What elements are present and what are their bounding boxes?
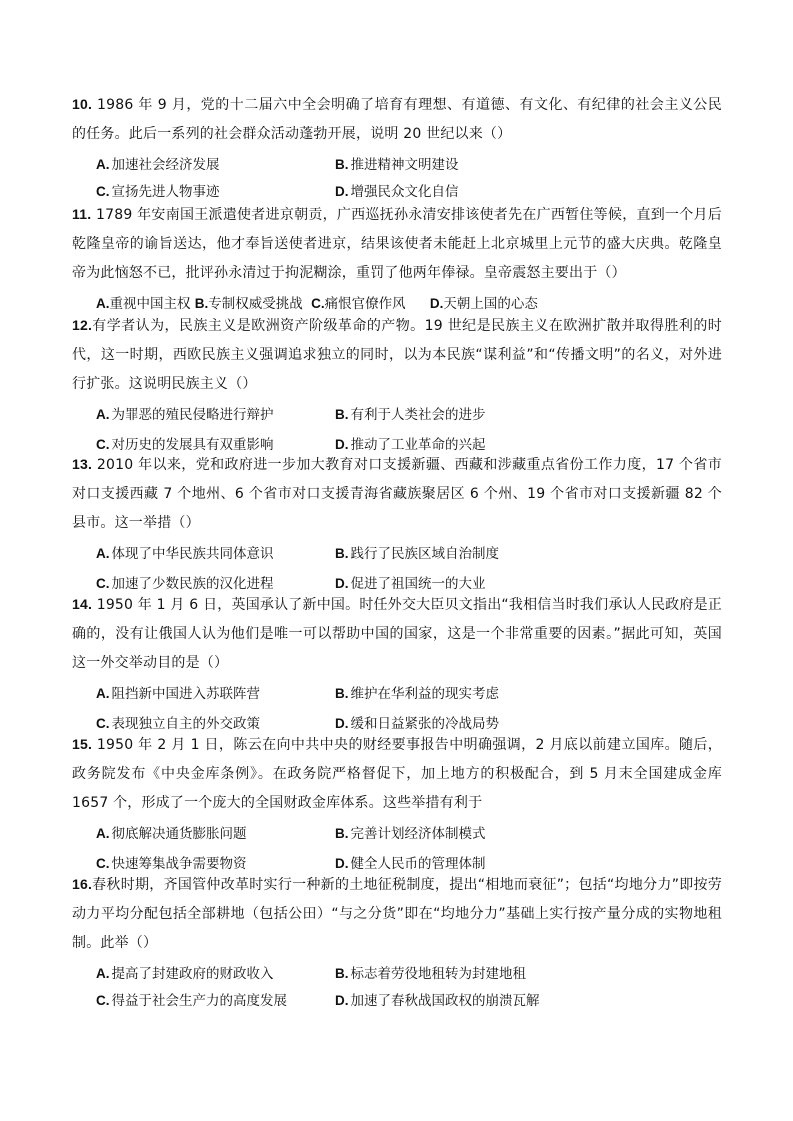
option-d[interactable]: D. 促进了祖国统一的大业 — [335, 576, 486, 592]
question-stem — [72, 90, 722, 149]
option-d[interactable]: D. 加速了春秋战国政权的崩溃瓦解 — [335, 993, 540, 1009]
question-stem — [72, 450, 722, 538]
option-c[interactable]: C. 得益于社会生产力的高度发展 — [96, 993, 287, 1009]
question-stem — [72, 590, 722, 678]
question-number: 15. — [72, 736, 93, 752]
option-a[interactable]: A. 为罪恶的殖民侵略进行辩护 — [96, 407, 274, 423]
question-text: 1789 年安南国王派遣使者进京朝贡，广西巡抚孙永清安排该使者先在广西暂住等候，直到一个月后乾隆皇帝的谕旨送达，他才奉旨送使者进京，结果该使者未能赶上北京城里上元节的盛大庆典。乾隆皇帝为此恼怒不已，批评孙永清过于拘泥糊涂，重罚了他两年俸禄。皇帝震怒主要出于（） — [72, 207, 722, 281]
question-10 — [72, 90, 722, 200]
option-d[interactable]: D. 健全人民币的管理体制 — [335, 856, 486, 872]
question-number: 12. — [72, 317, 93, 333]
question-text: 1950 年 2 月 1 日，陈云在向中共中央的财经要事报告中明确强调，2 月底以前建立国库。随后，政务院发布《中央金库条例》。在政务院严格督促下，加上地方的积极配合，到 5 月末全国建成金库 1657 个，形成了一个庞大的全国财政金库体系。这些举措有利于 — [72, 737, 722, 811]
question-stem — [72, 200, 722, 288]
option-c[interactable]: C. 快速筹集战争需要物资 — [96, 856, 247, 872]
option-a[interactable]: A. 提高了封建政府的财政收入 — [96, 966, 274, 982]
option-a[interactable]: A.重视中国主权 — [96, 296, 191, 312]
question-number: 11. — [72, 206, 92, 222]
option-a[interactable]: A. 加速社会经济发展 — [96, 157, 220, 173]
option-d[interactable]: D. 增强民众文化自信 — [335, 184, 459, 200]
question-number: 16. — [72, 876, 93, 892]
option-c[interactable]: C.痛恨官僚作风 — [311, 296, 406, 312]
question-text: 1986 年 9 月，党的十二届六中全会明确了培育有理想、有道德、有文化、有纪律的社会主义公民的任务。此后一系列的社会群众活动蓬勃开展，说明 20 世纪以来（） — [72, 97, 722, 142]
question-stem — [72, 870, 722, 958]
option-b[interactable]: B. 完善计划经济体制模式 — [335, 826, 486, 842]
option-c[interactable]: C. 表现独立自主的外交政策 — [96, 716, 260, 732]
question-stem — [72, 311, 722, 399]
option-b[interactable]: B. 践行了民族区域自治制度 — [335, 546, 499, 562]
question-stem — [72, 730, 722, 818]
option-a[interactable]: A. 体现了中华民族共同体意识 — [96, 546, 274, 562]
option-c[interactable]: C. 加速了少数民族的汉化进程 — [96, 576, 274, 592]
option-a[interactable]: A. 彻底解决通货膨胀问题 — [96, 826, 247, 842]
question-15 — [72, 730, 722, 872]
option-b[interactable]: B. 标志着劳役地租转为封建地租 — [335, 966, 526, 982]
option-d[interactable]: D.天朝上国的心态 — [429, 296, 538, 312]
question-text: 1950 年 1 月 6 日，英国承认了新中国。时任外交大臣贝文指出“我相信当时我们承认人民政府是正确的，没有让俄国人认为他们是唯一可以帮助中国的国家，这是一个非常重要的因素。”据此可知，英国这一外交举动目的是（） — [72, 597, 722, 671]
option-c[interactable]: C. 对历史的发展具有双重影响 — [96, 437, 274, 453]
question-number: 14. — [72, 596, 93, 612]
question-number: 13. — [72, 456, 93, 472]
question-14 — [72, 590, 722, 732]
option-a[interactable]: A. 阻挡新中国进入苏联阵营 — [96, 686, 260, 702]
option-d[interactable]: D. 推动了工业革命的兴起 — [335, 437, 486, 453]
option-d[interactable]: D. 缓和日益紧张的冷战局势 — [335, 716, 499, 732]
question-16 — [72, 870, 722, 1009]
option-c[interactable]: C. 宣扬先进人物事迹 — [96, 184, 220, 200]
option-b[interactable]: B. 维护在华利益的现实考虑 — [335, 686, 499, 702]
option-b[interactable]: B.专制权威受挑战 — [194, 296, 303, 312]
question-text: 2010 年以来，党和政府进一步加大教育对口支援新疆、西藏和涉藏重点省份工作力度，17 个省市对口支援西藏 7 个地州、6 个省市对口支援青海省藏族聚居区 6 个州、19 个省市对口支援新疆 82 个县市。这一举措（） — [72, 457, 722, 531]
question-text: 春秋时期，齐国管仲改革时实行一种新的土地征税制度，提出“相地而衰征”；包括“均地分力”即按劳动力平均分配包括全部耕地（包括公田）“与之分货”即在“均地分力”基础上实行按产量分成的实物地租制。此举（） — [72, 877, 722, 951]
question-13 — [72, 450, 722, 592]
question-number: 10. — [72, 96, 93, 112]
question-12 — [72, 311, 722, 453]
option-b[interactable]: B. 有利于人类社会的进步 — [335, 407, 486, 423]
options-row — [96, 292, 538, 312]
option-b[interactable]: B. 推进精神文明建设 — [335, 157, 459, 173]
question-11 — [72, 200, 722, 312]
question-text: 有学者认为，民族主义是欧洲资产阶级革命的产物。19 世纪是民族主义在欧洲扩散并取得胜利的时代，这一时期，西欧民族主义强调追求独立的同时，以为本民族“谋利益”和“传播文明”的名义，对外进行扩张。这说明民族主义（） — [72, 318, 722, 392]
